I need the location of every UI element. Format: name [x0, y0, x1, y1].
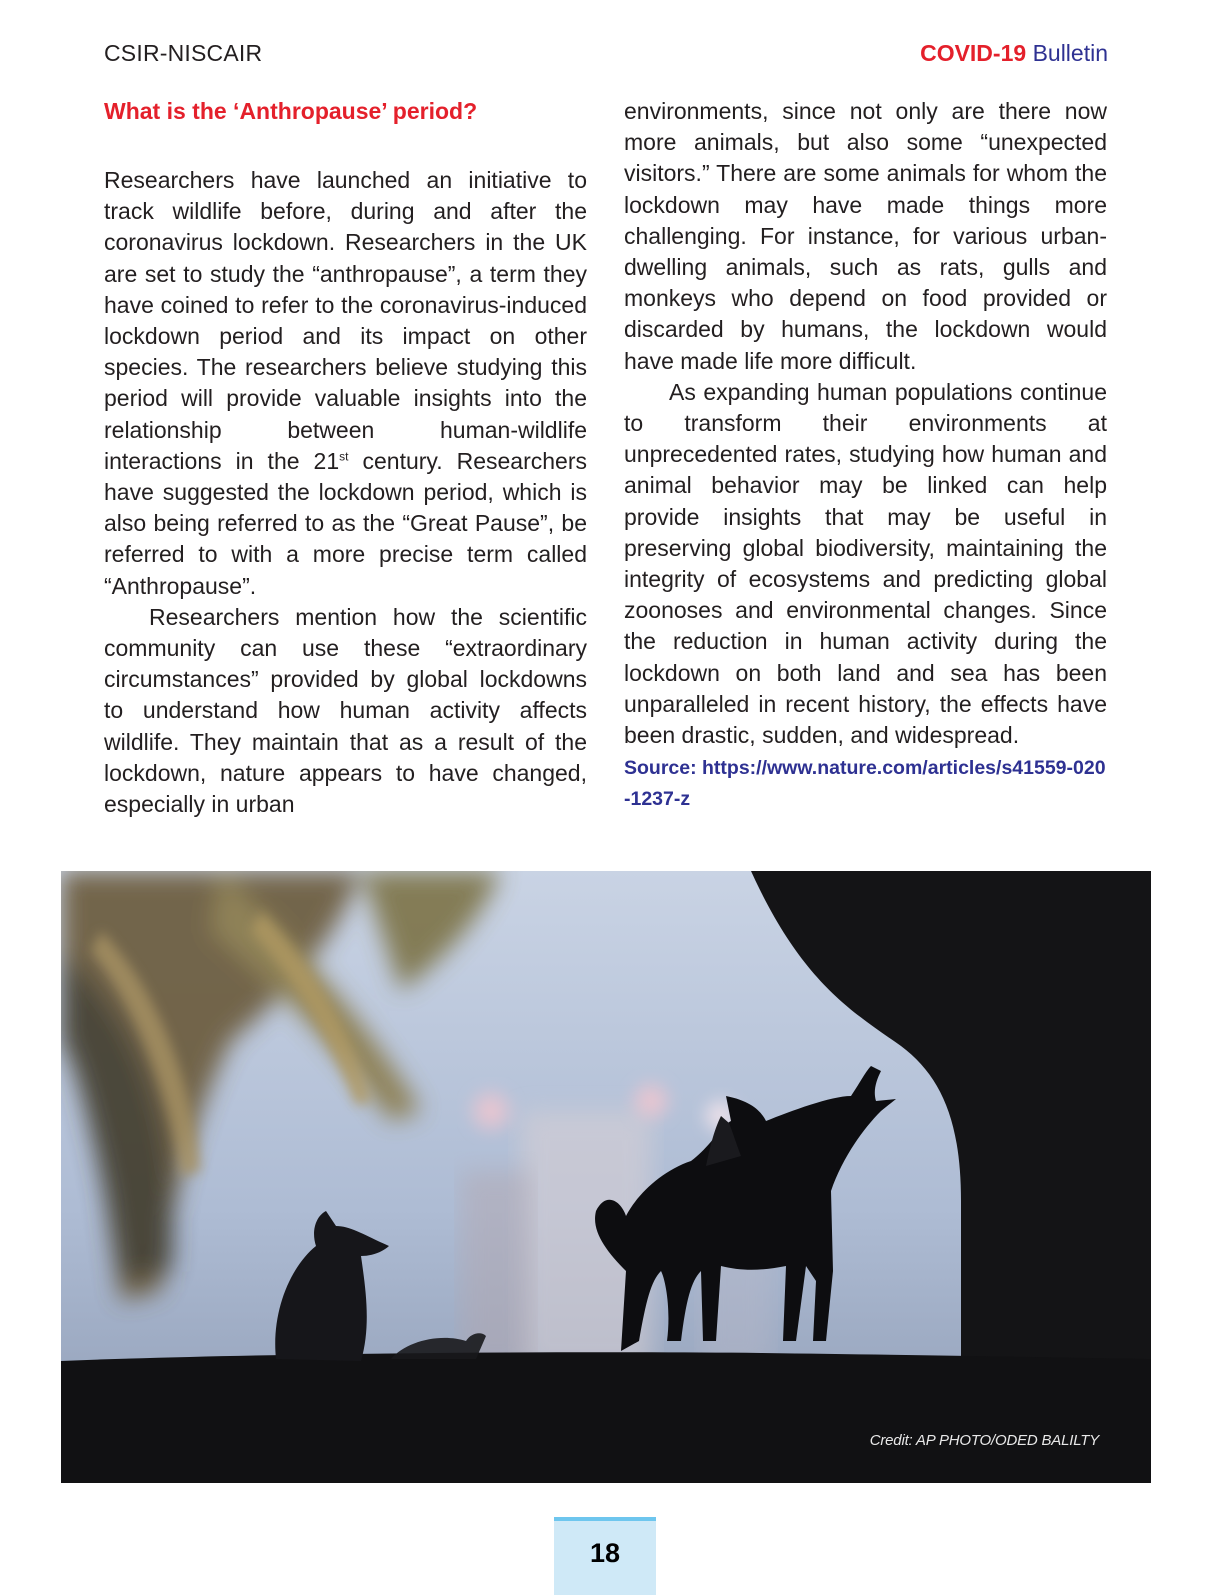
bulletin-title	[920, 40, 1108, 67]
paragraph-1-text-a: Researchers have launched an initiative to track wildlife before, during and after the coronavirus lockdown. Researchers in the UK are set to study the “anthropause”, a term they have coined to refer to the coronavirus-induced lockdown period and its impact on other species. The researchers believe studying this period will provide valuable insights into the relationship between human-wildlife interactions in the 21	[104, 167, 587, 474]
publisher-name: CSIR-NISCAIR	[104, 40, 263, 66]
paragraph-1	[104, 165, 587, 602]
article-heading: What is the ‘Anthropause’ period?	[104, 98, 478, 124]
ordinal-superscript: st	[339, 449, 349, 464]
photo-illustration	[61, 871, 1151, 1483]
paragraph-3: As expanding human populations continue to transform their environments at unprecedented rates, studying how human and animal behavior may be linked can help provide insights that may be useful in preserving global biodiversity, maintaining the integrity of ecosystems and predicting global zoonoses and environmental changes. Since the reduction in human activity during the lockdown on both land and sea has been unparalleled in recent history, the effects have been drastic, sudden, and widespread.	[624, 378, 1107, 749]
paragraph-2-start: Researchers mention how the scientific community can use these “extraordinary circumstances” provided by global lockdowns to understand how human activity affects wildlife. They maintain that as a result of the lockdown, nature appears to have changed, especially in urban	[104, 603, 587, 818]
paragraph-2-continued: environments, since not only are there now more animals, but also some “unexpected visitors.” There are some animals for whom the lockdown may have made things more challenging. For instance, for various urban-dwelling animals, such as rats, gulls and monkeys who depend on food provided or discarded by humans, the lockdown would have made life more difficult.	[624, 98, 1107, 374]
source-link[interactable]: Source: https://www.nature.com/articles/s41559-020-1237-z	[624, 757, 1106, 811]
paragraph-1-text-b: century. Researchers have suggested the lockdown period, which is also being referred to as the “Great Pause”, be referred to with a more precise term called “Anthropause”.	[104, 447, 587, 599]
page-number: 18	[554, 1517, 656, 1595]
bulletin-covid-label: COVID-19	[920, 40, 1027, 66]
bulletin-label: Bulletin	[1032, 40, 1108, 66]
jackals-silhouette-photo	[61, 871, 1151, 1483]
article-column-right	[624, 96, 1107, 815]
photo-credit: Credit: AP PHOTO/ODED BALILTY	[869, 1432, 1099, 1449]
article-column-left	[104, 96, 587, 820]
